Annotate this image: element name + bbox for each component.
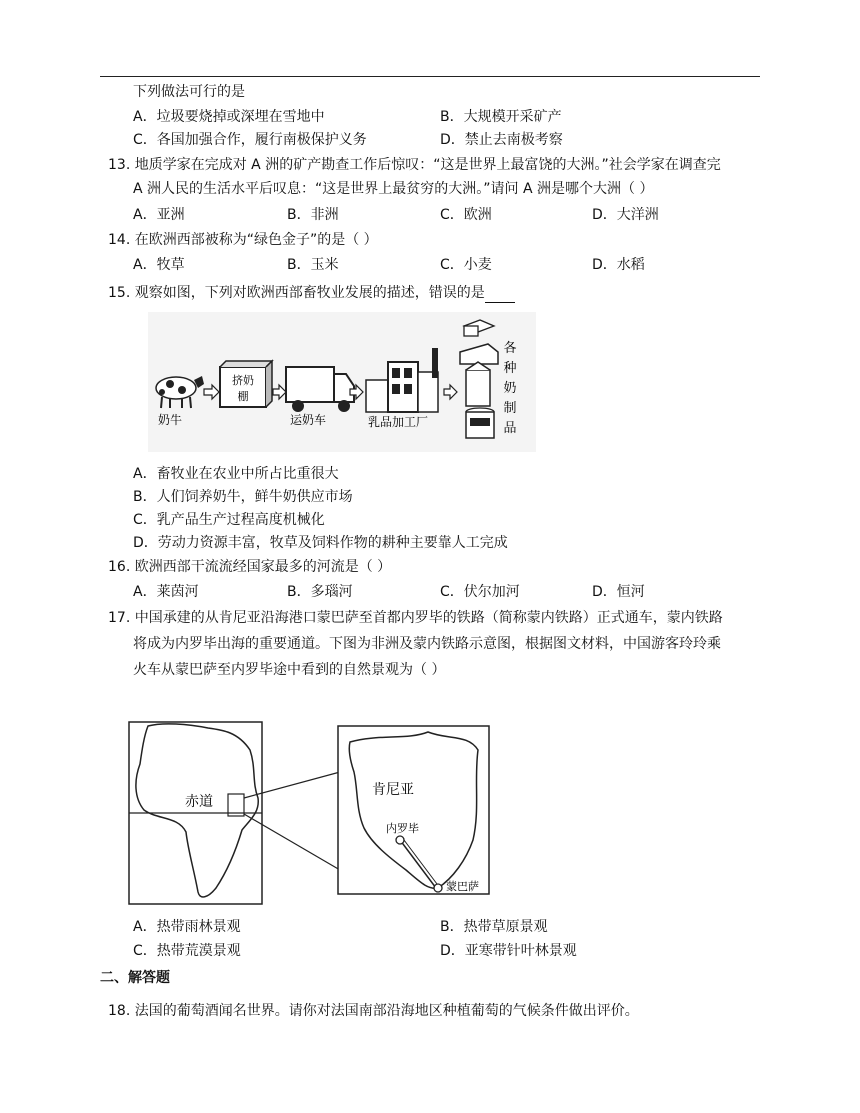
q12-option-c: C．各国加强合作，履行南极保护义务 — [133, 132, 367, 148]
q15-option-b: B．人们饲养奶牛，鲜牛奶供应市场 — [133, 489, 353, 505]
equator-label: 赤道 — [185, 794, 213, 810]
factory-label: 乳品加工厂 — [368, 415, 429, 429]
q12-option-b: B．大规模开采矿产 — [440, 109, 562, 125]
q16-option-d: D．恒河 — [592, 584, 645, 600]
q13-option-b: B．非洲 — [287, 207, 339, 223]
q12-option-a: A．垃圾要烧掉或深埋在雪地中 — [133, 109, 325, 125]
q14-option-c: C．小麦 — [440, 257, 492, 273]
q17-option-c: C．热带荒漠景观 — [133, 943, 241, 959]
q17-option-d: D．亚寒带针叶林景观 — [440, 943, 577, 959]
kenya-map-frame — [338, 726, 489, 894]
q15-option-c: C．乳产品生产过程高度机械化 — [133, 512, 325, 528]
q13-line1: 13. 地质学家在完成对 A 洲的矿产勘查工作后惊叹：“这是世界上最富饶的大洲。”社会学家在调查完 — [108, 157, 721, 173]
products-label-3: 奶 — [503, 381, 517, 396]
q14-option-b: B．玉米 — [287, 257, 339, 273]
q15-stem: 15. 观察如图，下列对欧洲西部畜牧业发展的描述，错误的是 — [108, 285, 485, 301]
q13-line2: A 洲人民的生活水平后叹息：“这是世界上最贫穷的大洲。”请问 A 洲是哪个大洲（ ） — [133, 181, 654, 197]
products-label-5: 品 — [503, 421, 517, 436]
truck-label: 运奶车 — [290, 413, 327, 427]
q17-line2: 将成为内罗毕出海的重要通道。下图为非洲及蒙内铁路示意图，根据图文材料，中国游客玲玲乘 — [133, 636, 721, 652]
q16-option-b: B．多瑙河 — [287, 584, 353, 600]
products-label-4: 制 — [503, 401, 517, 416]
q17-line3: 火车从蒙巴萨至内罗毕途中看到的自然景观为（ ） — [133, 662, 446, 678]
q14-stem: 14. 在欧洲西部被称为“绿色金子”的是（ ） — [108, 232, 378, 248]
q15-option-a: A．畜牧业在农业中所占比重很大 — [133, 466, 339, 482]
header-rule — [100, 76, 760, 77]
q17-option-b: B．热带草原景观 — [440, 919, 548, 935]
nairobi-marker — [396, 836, 404, 844]
cow-label: 奶牛 — [158, 413, 183, 427]
q13-option-d: D．大洋洲 — [592, 207, 659, 223]
q13-option-c: C．欧洲 — [440, 207, 492, 223]
mombasa-label: 蒙巴萨 — [446, 880, 479, 893]
products-label-1: 各 — [503, 341, 517, 356]
q14-option-d: D．水稻 — [592, 257, 645, 273]
shed-label-1: 挤奶 — [232, 374, 254, 387]
shed-label-2: 棚 — [237, 390, 249, 403]
q16-option-a: A．莱茵河 — [133, 584, 199, 600]
q18-stem: 18. 法国的葡萄酒闻名世界。请你对法国南部沿海地区种植葡萄的气候条件做出评价。 — [108, 1003, 639, 1019]
q13-option-a: A．亚洲 — [133, 207, 185, 223]
mombasa-marker — [434, 884, 442, 892]
q16-option-c: C．伏尔加河 — [440, 584, 520, 600]
q17-line1: 17. 中国承建的从肯尼亚沿海港口蒙巴萨至首都内罗毕的铁路（简称蒙内铁路）正式通车，蒙内铁路 — [108, 610, 723, 626]
products-label-2: 种 — [503, 361, 517, 376]
q17-option-a: A．热带雨林景观 — [133, 919, 241, 935]
section-title: 二、解答题 — [100, 970, 170, 986]
q16-stem: 16. 欧洲西部干流流经国家最多的河流是（ ） — [108, 559, 392, 575]
q14-option-a: A．牧草 — [133, 257, 185, 273]
nairobi-label: 内罗毕 — [386, 822, 419, 835]
answer-blank — [485, 288, 515, 303]
africa-kenya-map — [128, 720, 492, 906]
q15-option-d: D．劳动力资源丰富，牧草及饲料作物的耕种主要靠人工完成 — [133, 535, 508, 551]
kenya-label: 肯尼亚 — [372, 782, 414, 798]
dairy-flow-figure — [148, 312, 536, 452]
q12-option-d: D．禁止去南极考察 — [440, 132, 563, 148]
q12-stem: 下列做法可行的是 — [133, 84, 245, 100]
